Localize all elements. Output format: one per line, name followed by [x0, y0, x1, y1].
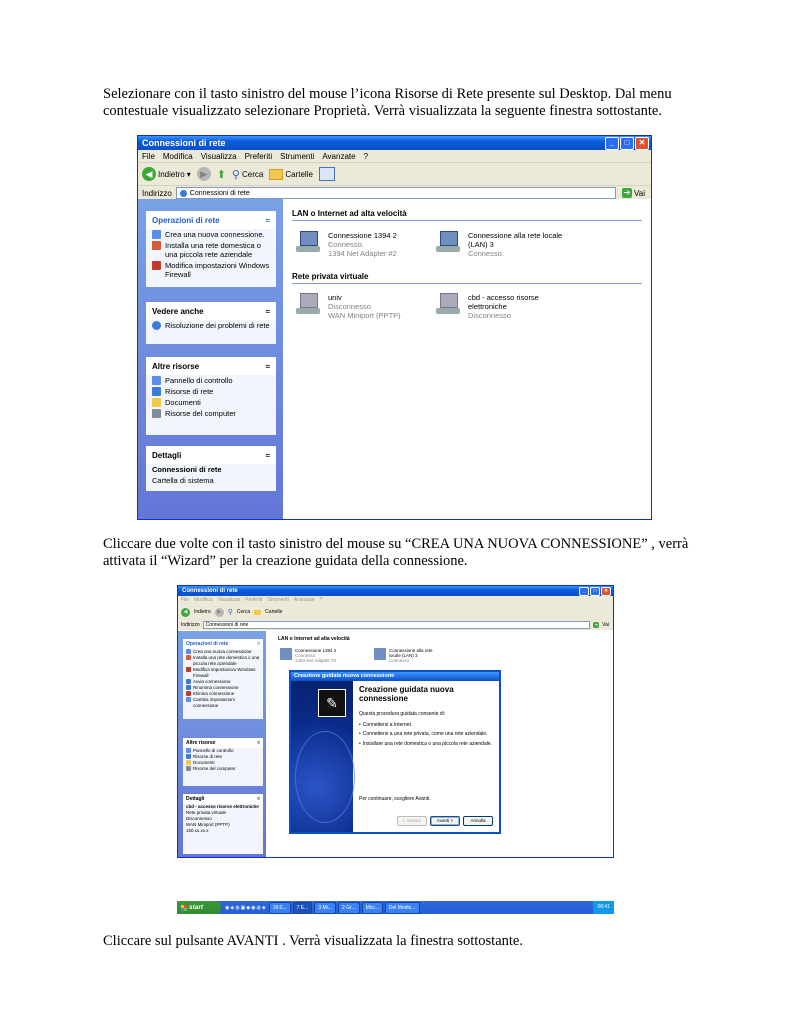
link-my-computer[interactable]: [146, 408, 276, 419]
settings-icon: [186, 697, 191, 702]
firewall-icon: [152, 261, 161, 270]
collapse-icon: ≈: [265, 450, 270, 460]
folders-label: Cartelle: [285, 169, 313, 179]
taskbar-item[interactable]: 3 Mi...: [314, 902, 336, 914]
control-panel-icon: [186, 748, 191, 753]
toolbar: [138, 163, 651, 186]
task-label: Modifica impostazioni Windows Firewall: [165, 261, 270, 279]
menu-visualizza[interactable]: Visualizza: [200, 151, 237, 161]
search-icon: ⚲: [231, 168, 240, 181]
panel-header[interactable]: [146, 211, 276, 229]
paragraph-1: Selezionare con il tasto sinistro del mouse l’icona Risorse di Rete presente sul Desktop. Dal menu contestuale visualizzato selezionare Proprietà. Verrà visualizzata la seguente finestra sottostante.: [103, 86, 672, 119]
dialog-buttons: [397, 816, 493, 826]
forward-arrow-icon[interactable]: ▶: [197, 167, 211, 181]
task-label: Avvia connessione: [193, 679, 231, 684]
group-vpn: Rete privata virtuale: [292, 272, 369, 281]
taskbar-item[interactable]: Micr...: [362, 902, 383, 914]
task-label: Modifica impostazioni Windows Firewall: [193, 667, 256, 678]
address-input[interactable]: [176, 187, 616, 199]
wizard-heading: Creazione guidata nuova connessione: [359, 685, 454, 703]
taskbar: [177, 901, 614, 914]
window-title: Connessioni di rete: [142, 138, 226, 148]
bullet-text: Installare una rete domestica o una piccola rete aziendale.: [362, 740, 493, 747]
address-bar: [178, 620, 613, 630]
link-label: Risorse del computer: [165, 409, 236, 418]
connection-device: WAN Miniport (PPTP): [328, 311, 401, 320]
menu-file[interactable]: File: [142, 151, 155, 161]
network-connection-icon: [280, 648, 292, 660]
task-item[interactable]: [183, 667, 263, 679]
task-troubleshoot[interactable]: [146, 320, 276, 331]
wizard-intro: Questa procedura guidata consente di:: [359, 711, 446, 717]
group-lan: LAN o Internet ad alta velocità: [278, 636, 350, 642]
wizard-bullet: • Connettersi a Internet.: [359, 721, 413, 728]
connection-cbd[interactable]: [436, 293, 556, 320]
computer-icon: [186, 766, 191, 771]
taskbar-item[interactable]: 16:0...: [269, 902, 291, 914]
close-button[interactable]: ✕: [601, 587, 611, 596]
task-label: Cambia impostazioni connessione: [193, 697, 235, 708]
details-name: cbd - accesso risorse elettroniche: [186, 804, 259, 809]
network-connection-icon: [296, 231, 322, 255]
panel-title: Operazioni di rete: [186, 641, 229, 647]
connection-status: Connesso.: [468, 249, 504, 258]
back-button[interactable]: < Indietro: [397, 816, 427, 826]
link-item[interactable]: [183, 766, 263, 772]
close-button[interactable]: ✕: [635, 137, 649, 150]
delete-icon: [186, 691, 191, 696]
connect-icon: [186, 679, 191, 684]
connection-name: Connessione 1394 2: [295, 648, 337, 653]
menu-visualizza[interactable]: Visualizza: [217, 597, 241, 603]
windows-flag-icon: [181, 905, 187, 911]
collapse-icon: ≈: [265, 215, 270, 225]
task-pane: [178, 631, 266, 857]
link-label: Risorse di rete: [193, 754, 223, 759]
connection-device: 1394 Net Adapter #2: [328, 249, 397, 258]
vpn-connection-icon: [436, 293, 462, 317]
panel-other-places: [146, 357, 276, 435]
group-lan: LAN o Internet ad alta velocità: [292, 209, 407, 218]
paragraph-3: Cliccare sul pulsante AVANTI . Verrà visualizzata la finestra sottostante.: [103, 933, 523, 949]
menu-preferiti[interactable]: Preferiti: [244, 151, 273, 161]
menu-modifica[interactable]: Modifica: [194, 597, 213, 603]
search-button[interactable]: [232, 168, 263, 181]
wizard-content: [359, 685, 495, 802]
connection-name: cbd - accesso risorse elettroniche: [468, 293, 539, 311]
vpn-connection-icon: [296, 293, 322, 317]
connection-1394[interactable]: [296, 231, 426, 258]
task-item[interactable]: [183, 697, 263, 709]
start-label: start: [189, 904, 204, 911]
panel-title: Dettagli: [152, 450, 182, 460]
panel-header[interactable]: [146, 357, 276, 375]
panel-header[interactable]: [146, 446, 276, 464]
link-label: Pannello di controllo: [193, 748, 234, 753]
panel-title: Altre risorse: [186, 740, 216, 746]
home-network-icon: [152, 241, 161, 250]
menu-avanzate[interactable]: Avanzate: [322, 151, 356, 161]
link-control-panel[interactable]: [146, 375, 276, 386]
connection-status: Disconnesso: [328, 302, 371, 311]
panel-title: Altre risorse: [152, 361, 200, 371]
minimize-button[interactable]: _: [605, 137, 619, 150]
connection-status: Connesso: [389, 658, 410, 663]
link-network-places[interactable]: [146, 386, 276, 397]
paragraph-2: Cliccare due volte con il tasto sinistro del mouse su “CREA UNA NUOVA CONNESSIONE” , verrà attivata il “Wizard” per la creazione guidata della connessione.: [103, 536, 689, 569]
connection-name: Connessione 1394 2: [328, 231, 397, 240]
task-label: Crea una nuova connessione.: [165, 230, 265, 239]
panel-header[interactable]: [183, 639, 263, 649]
menu-bar: [178, 596, 613, 604]
network-places-icon: [186, 754, 191, 759]
title-bar: [178, 586, 613, 596]
connection-name: univ: [328, 293, 342, 302]
wizard-footer: Per continuare, scegliere Avanti.: [359, 796, 431, 802]
address-input[interactable]: Connessioni di rete: [203, 621, 591, 629]
search-icon[interactable]: ⚲: [227, 609, 233, 616]
details-name: Connessioni di rete: [152, 465, 222, 474]
computer-icon: [152, 409, 161, 418]
wizard-bullet: • Installare una rete domestica o una piccola rete aziendale.: [359, 740, 493, 747]
connection-status: Disconnesso: [468, 311, 511, 320]
window-title: Connessioni di rete: [182, 588, 238, 594]
link-label: Documenti: [165, 398, 201, 407]
details-line: Rete privata virtuale: [186, 810, 227, 815]
menu-strumenti[interactable]: Strumenti: [280, 151, 315, 161]
task-label: Installa una rete domestica o una piccola rete aziendale: [165, 241, 261, 259]
link-label: Risorse del computer: [193, 766, 236, 771]
connection-1394[interactable]: [280, 648, 336, 663]
network-connection-icon: [436, 231, 462, 255]
link-label: Risorse di rete: [165, 387, 214, 396]
taskbar-item[interactable]: 7 E...: [293, 902, 313, 914]
group-divider: [292, 283, 642, 284]
connection-status: Connesso.: [328, 240, 364, 249]
title-bar: [138, 136, 651, 150]
task-install-home-network[interactable]: [146, 240, 276, 260]
menu-file[interactable]: File: [181, 597, 190, 603]
quick-launch-icons[interactable]: ◉◈◍▣◆◉◍◈: [225, 904, 267, 911]
rename-icon: [186, 685, 191, 690]
collapse-icon: ≈: [257, 641, 260, 647]
panel-see-also: [146, 302, 276, 344]
link-documents[interactable]: [146, 397, 276, 408]
back-arrow-icon[interactable]: ◀: [181, 608, 190, 617]
task-label: Risoluzione dei problemi di rete: [165, 321, 270, 330]
bullet-text: Connettersi a Internet.: [362, 721, 413, 728]
globe-graphic: [295, 731, 355, 823]
panel-network-tasks: [183, 639, 263, 719]
search-label: Cerca: [236, 609, 251, 615]
folders-button[interactable]: [269, 169, 313, 180]
wizard-icon: ✎: [318, 689, 346, 717]
panel-other-places: [183, 738, 263, 786]
maximize-button[interactable]: □: [590, 587, 600, 596]
go-button[interactable]: [620, 188, 651, 198]
network-places-icon: [152, 387, 161, 396]
task-label: Installa una rete domestica o una piccola rete aziendale: [193, 655, 260, 666]
back-button[interactable]: ◀ Indietro ▾: [142, 167, 191, 181]
task-create-connection[interactable]: [146, 229, 276, 240]
control-panel-icon: [152, 376, 161, 385]
task-label: Rinomina connessione: [193, 685, 239, 690]
panel-details: [183, 794, 263, 854]
back-label: Indietro: [158, 169, 185, 179]
details-line: WAN Miniport (PPTP): [186, 822, 230, 827]
panel-details: [146, 446, 276, 491]
details-line: Disconnesso: [186, 816, 212, 821]
connection-univ[interactable]: [296, 293, 426, 320]
new-connection-icon: [186, 649, 191, 654]
new-connection-wizard-dialog: [289, 670, 501, 834]
menu-bar: [138, 150, 651, 163]
link-label: Pannello di controllo: [165, 376, 233, 385]
home-network-icon: [186, 655, 191, 660]
connection-name: Connessione alla rete locale (LAN) 3: [389, 648, 433, 658]
folder-icon: [269, 169, 283, 180]
toolbar: [178, 604, 613, 620]
menu-modifica[interactable]: Modifica: [162, 151, 193, 161]
taskbar-item[interactable]: Del Medio...: [385, 902, 420, 914]
forward-arrow-icon[interactable]: ▶: [215, 608, 224, 617]
info-icon: [152, 321, 161, 330]
views-icon[interactable]: [319, 167, 335, 181]
wizard-banner: [291, 681, 353, 832]
new-connection-icon: [152, 230, 161, 239]
connections-view: [283, 199, 651, 519]
network-icon: [180, 190, 187, 197]
firewall-icon: [186, 667, 191, 672]
cancel-button[interactable]: Annulla: [463, 816, 493, 826]
panel-title: Vedere anche: [152, 306, 204, 316]
network-connection-icon: [374, 648, 386, 660]
panel-header[interactable]: [183, 738, 263, 748]
details-line: 150.xx.xx.x: [186, 828, 209, 833]
menu-preferiti[interactable]: Preferiti: [245, 597, 263, 603]
address-value: Connessioni di rete: [189, 189, 250, 197]
details-sub: Cartella di sistema: [152, 476, 214, 485]
clock: 08:41: [597, 904, 610, 910]
folder-icon[interactable]: [254, 610, 261, 615]
documents-icon: [186, 760, 191, 765]
panel-title: Dettagli: [186, 796, 205, 802]
go-label[interactable]: Vai: [602, 622, 609, 628]
go-arrow-icon: ➔: [623, 188, 631, 197]
menu-strumenti[interactable]: Strumenti: [267, 597, 289, 603]
connection-device: 1394 Net Adapter #2: [295, 658, 337, 663]
task-item[interactable]: [183, 655, 263, 667]
documents-icon: [152, 398, 161, 407]
go-label: Vai: [634, 188, 645, 198]
task-pane: [138, 199, 283, 519]
group-divider: [292, 220, 642, 221]
menu-help[interactable]: ?: [319, 597, 323, 603]
task-firewall-settings[interactable]: [146, 260, 276, 280]
connection-lan-3[interactable]: [436, 231, 576, 258]
bullet-text: Connettersi a una rete privata, come una rete aziendale.: [362, 731, 488, 737]
start-button[interactable]: [177, 901, 221, 914]
task-label: Crea una nuova connessione: [193, 649, 252, 654]
panel-header[interactable]: [183, 794, 263, 804]
wizard-bullet: • Connettersi a una rete privata, come una rete aziendale.: [359, 731, 488, 737]
dialog-title-bar: Creazione guidata nuova connessione: [291, 672, 499, 681]
up-folder-icon[interactable]: ⬆: [216, 168, 226, 181]
address-label: Indirizzo: [142, 188, 172, 198]
collapse-icon: ≈: [257, 796, 260, 802]
menu-avanzate[interactable]: Avanzate: [293, 597, 315, 603]
folders-label: Cartelle: [265, 609, 283, 615]
go-arrow-icon[interactable]: ➔: [594, 622, 598, 627]
task-label: Elimina connessione: [193, 691, 235, 696]
taskbar-item[interactable]: 2 Gr...: [338, 902, 360, 914]
connection-status: Connesso: [295, 653, 316, 658]
connection-name: Connessione alla rete locale (LAN) 3: [468, 231, 563, 249]
collapse-icon: ≈: [265, 306, 270, 316]
back-arrow-icon: ◀: [142, 167, 156, 181]
menu-help[interactable]: ?: [363, 151, 369, 161]
collapse-icon: ≈: [257, 740, 260, 746]
maximize-button[interactable]: □: [620, 137, 634, 150]
minimize-button[interactable]: _: [579, 587, 589, 596]
system-tray: [593, 901, 614, 914]
address-label: Indirizzo: [181, 622, 200, 628]
connection-lan-3[interactable]: [374, 648, 444, 663]
next-button[interactable]: Avanti >: [430, 816, 460, 826]
back-label: Indietro: [194, 609, 211, 615]
window-connessioni-di-rete: [137, 135, 652, 520]
collapse-icon: ≈: [265, 361, 270, 371]
link-label: Documenti: [193, 760, 215, 765]
panel-title: Operazioni di rete: [152, 215, 220, 225]
panel-network-tasks: [146, 211, 276, 287]
panel-header[interactable]: [146, 302, 276, 320]
search-label: Cerca: [241, 169, 264, 179]
